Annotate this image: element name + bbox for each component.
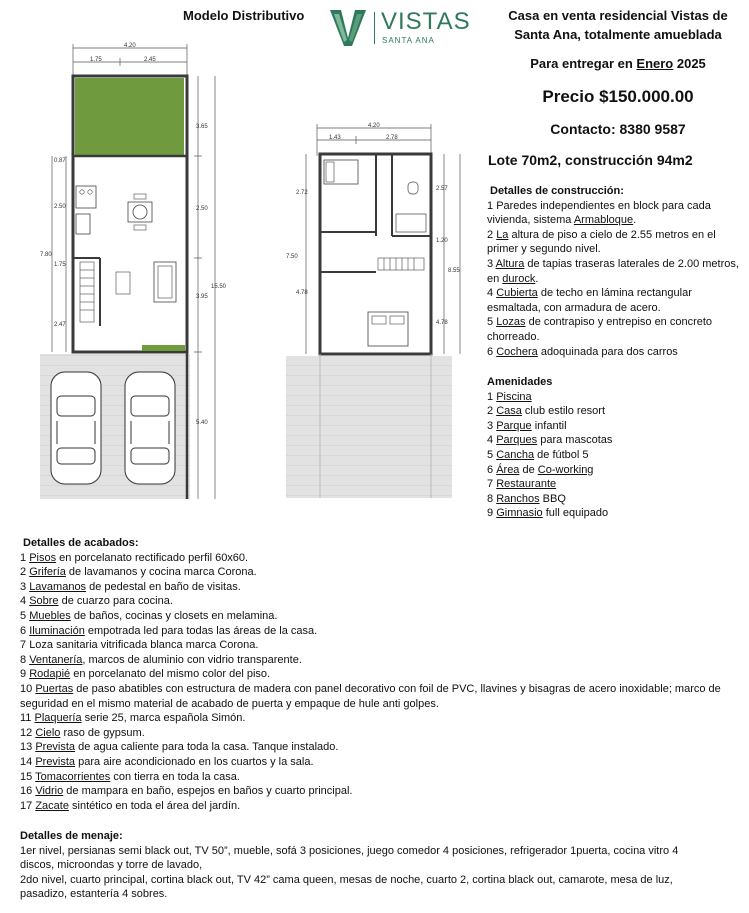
finish-item <box>20 799 746 814</box>
finish-item-link: Zacate <box>35 799 69 812</box>
finish-item-link: Cielo <box>35 726 61 739</box>
construction-item-text: de techo en lámina rectangular <box>537 287 692 300</box>
lawn-area <box>75 78 184 156</box>
dim-upper-top-right: 2.78 <box>386 135 398 141</box>
amenity-item <box>487 463 745 478</box>
construction-item-link: Cubierta <box>496 287 538 300</box>
dim-ground-left-4: 1.75 <box>54 262 66 268</box>
finish-item-n: 4 <box>20 595 27 608</box>
dim-upper-right-4: 4.78 <box>436 320 448 326</box>
amenity-item-link: Cancha <box>496 448 535 461</box>
construction-item-text: . <box>535 272 539 285</box>
construction-item-n: 3 <box>487 257 494 270</box>
construction-item-link: La <box>496 228 509 241</box>
construction-item-link: Altura <box>495 257 525 270</box>
finish-item-text: serie 25, marca española Simón. <box>81 712 246 725</box>
construction-item <box>487 345 745 360</box>
finish-item <box>20 667 746 682</box>
finish-item-text: de paso abatibles con estructura de madera con panel decorativo con foil de PVC, llavines y bisagras de acero inoxidable; marco de <box>73 682 721 695</box>
construction-item-text: adoquinada para dos carros <box>537 345 678 358</box>
finish-item-n: 12 <box>20 726 33 739</box>
finish-item-n: 3 <box>20 580 27 593</box>
amenity-item <box>487 448 745 463</box>
finish-item-link: Lavamanos <box>29 580 87 593</box>
finish-item <box>20 551 746 566</box>
amenity-item-n: 7 <box>487 478 494 491</box>
amenity-item-link: Ranchos <box>496 492 540 505</box>
finish-item-n: 6 <box>20 624 27 637</box>
finish-item-n: 15 <box>20 770 33 783</box>
finish-item <box>20 740 746 755</box>
construction-item-link: Lozas <box>496 316 526 329</box>
amenity-item-text: de fútbol 5 <box>534 448 589 461</box>
finish-item <box>20 580 746 595</box>
finish-item <box>20 711 746 726</box>
amenity-item-text: club estilo resort <box>521 405 606 418</box>
amenities-section <box>487 375 745 521</box>
amenity-item-text: infantil <box>531 419 567 432</box>
finish-item-n: 8 <box>20 653 27 666</box>
amenity-item-link: Área <box>496 463 520 476</box>
construction-item <box>487 213 745 228</box>
finish-item-text: para aire acondicionado en los cuartos y la sala. <box>75 755 314 768</box>
amenity-item-n: 4 <box>487 434 494 447</box>
finish-item-link: Iluminación <box>29 624 85 637</box>
dim-ground-left-5: 2.47 <box>54 322 66 328</box>
dim-upper-left-3: 4.78 <box>296 290 308 296</box>
amenities-list <box>487 390 745 521</box>
dim-ground-left-3: 7.80 <box>40 252 52 258</box>
construction-item-text: chorreado. <box>487 330 540 343</box>
finish-item-text: de agua caliente para toda la casa. Tanque instalado. <box>75 741 339 754</box>
dim-ground-left-1: 0.87 <box>54 158 66 164</box>
construction-item <box>487 199 745 214</box>
amenity-item-text: BBQ <box>539 492 566 505</box>
amenity-item-n: 3 <box>487 419 494 432</box>
amenity-item <box>487 433 745 448</box>
floor-plans <box>20 36 485 506</box>
finish-item-link: Plaquería <box>34 712 82 725</box>
amenity-item-link2: Co-working <box>537 463 594 476</box>
dim-upper-left-2: 7.50 <box>286 254 298 260</box>
dim-ground-top-right: 2.45 <box>144 57 156 63</box>
finish-item-link: Puertas <box>35 682 74 695</box>
construction-item-text: altura de piso a cielo de 2.55 metros en el <box>508 228 716 241</box>
amenity-item-text: para mascotas <box>537 434 613 447</box>
finish-item-text: de lavamanos y cocina marca Corona. <box>65 566 257 579</box>
dim-ground-right-3: 3.95 <box>196 294 208 300</box>
finish-item-text: en porcelanato rectificado perfil 60x60. <box>56 551 249 564</box>
construction-item-n: 5 <box>487 316 494 329</box>
finish-item-text: empotrada led para todas las áreas de la casa. <box>84 624 318 637</box>
amenity-item-text: de <box>519 463 538 476</box>
dim-upper-right-1: 2.57 <box>436 186 448 192</box>
amenity-item-text: full equipado <box>542 507 609 520</box>
dim-ground-right-1: 3.65 <box>196 124 208 130</box>
construction-item-n: 4 <box>487 287 494 300</box>
finish-item <box>20 624 746 639</box>
finish-item-text: en porcelanato del mismo color del piso. <box>70 668 271 681</box>
amenity-item <box>487 419 745 434</box>
amenity-item-n: 9 <box>487 507 494 520</box>
dim-upper-top-left: 1.43 <box>329 135 341 141</box>
finishes-list <box>20 551 746 814</box>
construction-item <box>487 228 745 243</box>
finish-item-n: 1 <box>20 551 27 564</box>
finish-item-link: Ventanería <box>29 653 83 666</box>
dim-ground-right-2: 2.50 <box>196 206 208 212</box>
construction-item-pre: en <box>487 272 503 285</box>
finish-item <box>20 697 746 712</box>
finish-item-n: 2 <box>20 566 27 579</box>
dim-upper-left-1: 2.72 <box>296 190 308 196</box>
furnishing-heading: Detalles de menaje: <box>20 830 123 842</box>
finish-item-text: Loza sanitaria vitrificada blanca marca Corona. <box>29 639 259 652</box>
finish-item <box>20 565 746 580</box>
construction-item-n: 2 <box>487 228 494 241</box>
finish-item-text: raso de gypsum. <box>60 726 145 739</box>
amenity-item-link: Gimnasio <box>496 507 543 520</box>
dim-upper-right-2: 1.20 <box>436 238 448 244</box>
finish-item <box>20 770 746 785</box>
construction-item-text: Paredes independientes en block para cada <box>496 199 711 212</box>
amenity-item-n: 1 <box>487 390 494 403</box>
construction-item-link: Armabloque <box>573 214 634 227</box>
construction-item <box>487 257 745 272</box>
furnishing-line: 1er nivel, persianas semi black out, TV 50”, mueble, sofá 3 posiciones, juego comedor 4 posiciones, refrigerador 1puerta, cocina vitro 4 <box>20 844 679 857</box>
construction-item-text: esmaltada, con armadura de acero. <box>487 301 661 314</box>
finish-item-n: 10 <box>20 682 33 695</box>
furnishing-line: pasadizo, estantería 4 sobres. <box>20 888 168 901</box>
dim-ground-top-total: 4.20 <box>124 43 136 49</box>
listing-title: Casa en venta residencial Vistas de Santa Ana, totalmente amueblada <box>508 8 728 42</box>
contact: Contacto: 8380 9587 <box>550 121 686 137</box>
dim-ground-right-4: 5.40 <box>196 420 208 426</box>
amenity-item-n: 8 <box>487 492 494 505</box>
dim-ground-left-2: 2.50 <box>54 204 66 210</box>
finish-item-link: Vidrio <box>35 785 64 798</box>
dim-ground-right-total: 15.50 <box>211 284 227 290</box>
amenity-item-link: Casa <box>496 405 522 418</box>
amenity-item-link: Restaurante <box>496 478 557 491</box>
construction-item-n: 1 <box>487 199 494 212</box>
finish-item-text: de cuarzo para cocina. <box>58 595 173 608</box>
amenity-item <box>487 404 745 419</box>
car-right-icon <box>125 372 175 484</box>
construction-item-text: . <box>633 214 637 227</box>
amenity-item <box>487 492 745 507</box>
construction-item-n: 6 <box>487 345 494 358</box>
finish-item <box>20 726 746 741</box>
finish-item-n: 9 <box>20 668 27 681</box>
delivery-date: Para entregar en Enero 2025 <box>530 56 706 71</box>
dim-upper-top-total: 4.20 <box>368 123 380 129</box>
construction-item <box>487 272 745 287</box>
amenity-item-link: Parque <box>496 419 532 432</box>
construction-item-link: durock <box>502 272 536 285</box>
amenity-item-link: Piscina <box>496 390 532 403</box>
amenities-heading: Amenidades <box>487 376 553 388</box>
construction-item-pre: vivienda, sistema <box>487 214 574 227</box>
finish-item-link: Muebles <box>29 609 71 622</box>
ground-floor-plan <box>40 43 227 499</box>
finish-item-text: de mampara en baño, espejos en baños y cuarto principal. <box>63 785 353 798</box>
finish-item-link: Tomacorrientes <box>35 770 111 783</box>
finish-item-n: 11 <box>20 712 32 725</box>
finish-item-text: con tierra en toda la casa. <box>110 770 240 783</box>
model-label: Modelo Distributivo <box>183 8 305 23</box>
price: Precio $150.000.00 <box>542 87 694 106</box>
finish-item-n: 5 <box>20 609 27 622</box>
finish-item-text: sintético en toda el área del jardín. <box>68 799 241 812</box>
construction-item <box>487 286 745 301</box>
lot-size: Lote 70m2, construcción 94m2 <box>488 152 693 168</box>
construction-item-link: Cochera <box>496 345 538 358</box>
finish-item <box>20 784 746 799</box>
finish-item-link: Pisos <box>29 551 57 564</box>
finish-item-n: 14 <box>20 755 33 768</box>
finish-item <box>20 594 746 609</box>
brand-sub: SANTA ANA <box>382 36 435 45</box>
finish-item <box>20 682 746 697</box>
construction-item-text: de contrapiso y entrepiso en concreto <box>525 316 713 329</box>
finish-item-n: 13 <box>20 741 33 754</box>
amenity-item-n: 6 <box>487 463 494 476</box>
finish-item-text: de pedestal en baño de visitas. <box>86 580 241 593</box>
finish-item-text: , marcos de aluminio con vidrio transparente. <box>82 653 302 666</box>
amenity-item <box>487 390 745 405</box>
construction-heading: Detalles de construcción: <box>490 185 624 197</box>
finish-item-link: Prevista <box>35 755 76 768</box>
amenity-item-link: Parques <box>496 434 538 447</box>
finish-item-n: 7 <box>20 639 27 652</box>
construction-item <box>487 330 745 345</box>
furnishing-line: 2do nivel, cuarto principal, cortina black out, TV 42” cama queen, mesas de noche, cuarto 2, cortina black out, camarote, mesa de luz, <box>20 873 673 886</box>
furnishing-section <box>20 829 746 902</box>
finish-item-n: 17 <box>20 799 33 812</box>
construction-item <box>487 301 745 316</box>
finish-item-link: Grifería <box>29 566 66 579</box>
car-left-icon <box>51 372 101 484</box>
finish-item <box>20 755 746 770</box>
construction-list <box>487 199 745 360</box>
finish-item-link: Prevista <box>35 741 76 754</box>
finish-item <box>20 638 746 653</box>
finish-item-n: 16 <box>20 785 33 798</box>
amenity-item-n: 5 <box>487 448 494 461</box>
construction-item <box>487 242 745 257</box>
construction-section <box>487 184 745 359</box>
finish-item-text: de baños, cocinas y closets en melamina. <box>70 609 278 622</box>
finish-item-link: Rodapié <box>29 668 71 681</box>
dim-upper-right-3: 8.55 <box>448 268 460 274</box>
brand-main: VISTAS <box>381 8 471 35</box>
upper-floor-plan <box>286 123 460 498</box>
finish-item-text: seguridad en el mismo material de acabado de puerta y empaque de hule anti golpes. <box>20 697 439 710</box>
finishes-heading: Detalles de acabados: <box>23 537 139 549</box>
amenity-item-n: 2 <box>487 405 494 418</box>
finish-item-link: Sobre <box>29 595 59 608</box>
amenity-item <box>487 506 745 521</box>
dim-ground-top-left: 1.75 <box>90 57 102 63</box>
finish-item <box>20 653 746 668</box>
finishes-section <box>20 536 746 813</box>
construction-item-text: de tapias traseras laterales de 2.00 metros, <box>524 257 739 270</box>
finish-item <box>20 609 746 624</box>
amenity-item <box>487 477 745 492</box>
furnishing-line: discos, microondas y torre de lavado, <box>20 859 203 872</box>
construction-item <box>487 315 745 330</box>
construction-item-text: primer y segundo nivel. <box>487 243 601 256</box>
